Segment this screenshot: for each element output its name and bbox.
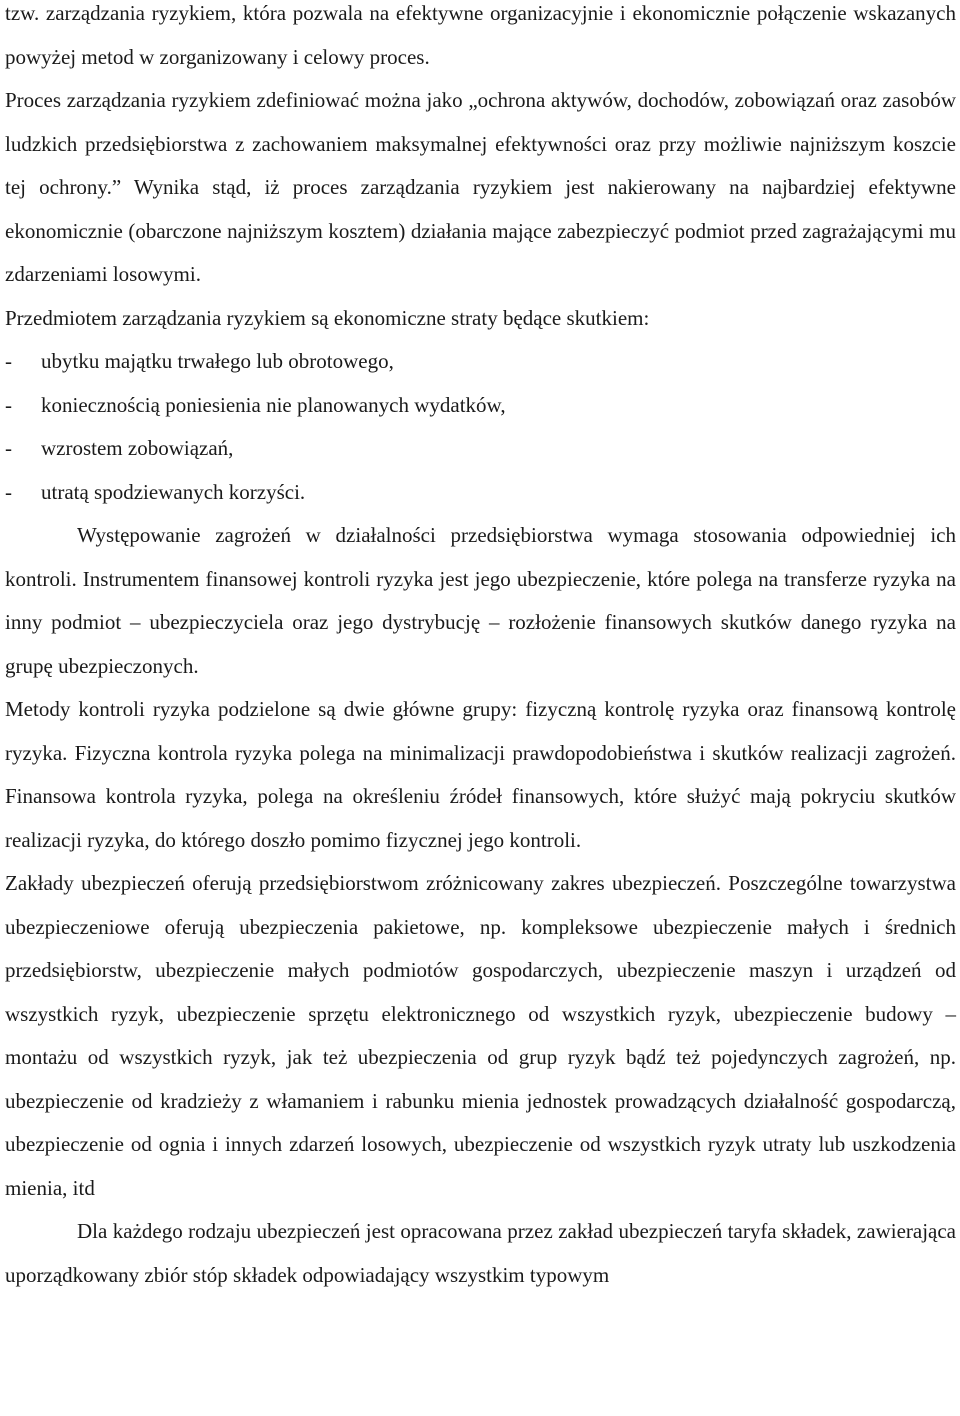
losses-list [5,340,956,514]
list-item [5,384,956,428]
list-item-text: koniecznością poniesienia nie planowanych wydatków, [41,392,506,417]
paragraph-threat-control: Występowanie zagrożeń w działalności przedsiębiorstwa wymaga stosowania odpowiedniej ich kontroli. Instrumentem finansowej kontroli ryzyka jest jego ubezpieczenie, które polega na transferze ryzyka na inny podmiot – ubezpieczyciela oraz jego dystrybucję – rozłożenie finansowych skutków danego ryzyka na grupę ubezpieczonych. [5,523,956,678]
list-dash: - [5,392,12,417]
paragraph-risk-management-definition: Proces zarządzania ryzykiem zdefiniować można jako „ochrona aktywów, dochodów, zobowiązań oraz zasobów ludzkich przedsiębiorstwa z zachowaniem maksymalnej efektywności oraz przy możliwie najniższym koszcie tej ochrony.” Wynika stąd, iż proces zarządzania ryzykiem jest nakierowany na najbardziej efektywne ekonomicznie (obarczone najniższym kosztem) działania mające zabezpieczyć podmiot przed zagrażającymi mu zdarzeniami losowymi. [5,88,956,286]
list-item [5,340,956,384]
list-item-text: wzrostem zobowiązań, [41,436,234,460]
list-item-text: utratą spodziewanych korzyści. [41,479,306,504]
paragraph-premium-tariff: Dla każdego rodzaju ubezpieczeń jest opracowana przez zakład ubezpieczeń taryfa składek, zawierająca uporządkowany zbiór stóp składek odpowiadający wszystkim typowym [5,1219,956,1287]
paragraph-insurance-offers: Zakłady ubezpieczeń oferują przedsiębiorstwom zróżnicowany zakres ubezpieczeń. Poszczególne towarzystwa ubezpieczeniowe oferują ubezpieczenia pakietowe, np. kompleksowe ubezpieczenie małych i średnich przedsiębiorstw, ubezpieczenie małych podmiotów gospodarczych, ubezpieczenie maszyn i urządzeń od wszystkich ryzyk, ubezpieczenie sprzętu elektronicznego od wszystkich ryzyk, ubezpieczenie budowy – montażu od wszystkich ryzyk, jak też ubezpieczenia od grup ryzyk bądź też pojedynczych zagrożeń, np. ubezpieczenie od kradzieży z włamaniem i rabunku mienia jednostek prowadzących działalność gospodarczą, ubezpieczenie od ognia i innych zdarzeń losowych, ubezpieczenie od wszystkich ryzyk utraty lub uszkodzenia mienia, itd [5,871,956,1200]
list-item [5,471,956,515]
paragraph-control-methods: Metody kontroli ryzyka podzielone są dwie główne grupy: fizyczną kontrolę ryzyka oraz finansową kontrolę ryzyka. Fizyczna kontrola ryzyka polega na minimalizacji prawdopodobieństwa i skutków realizacji zagrożeń. Finansowa kontrola ryzyka, polega na określeniu źródeł finansowych, które służyć mają pokryciu skutków realizacji ryzyka, do którego doszło pomimo fizycznej jego kontroli. [5,697,956,852]
list-item [5,427,956,471]
list-dash: - [5,479,12,504]
paragraph-losses-intro: Przedmiotem zarządzania ryzykiem są ekonomiczne straty będące skutkiem: [5,305,650,330]
list-item-text: ubytku majątku trwałego lub obrotowego, [41,349,394,373]
list-dash: - [5,349,12,373]
document-body [5,0,956,1297]
paragraph-risk-management-intro: tzw. zarządzania ryzykiem, która pozwala na efektywne organizacyjnie i ekonomicznie połączenie wskazanych powyżej metod w zorganizowany i celowy proces. [5,1,956,69]
list-dash: - [5,436,12,460]
